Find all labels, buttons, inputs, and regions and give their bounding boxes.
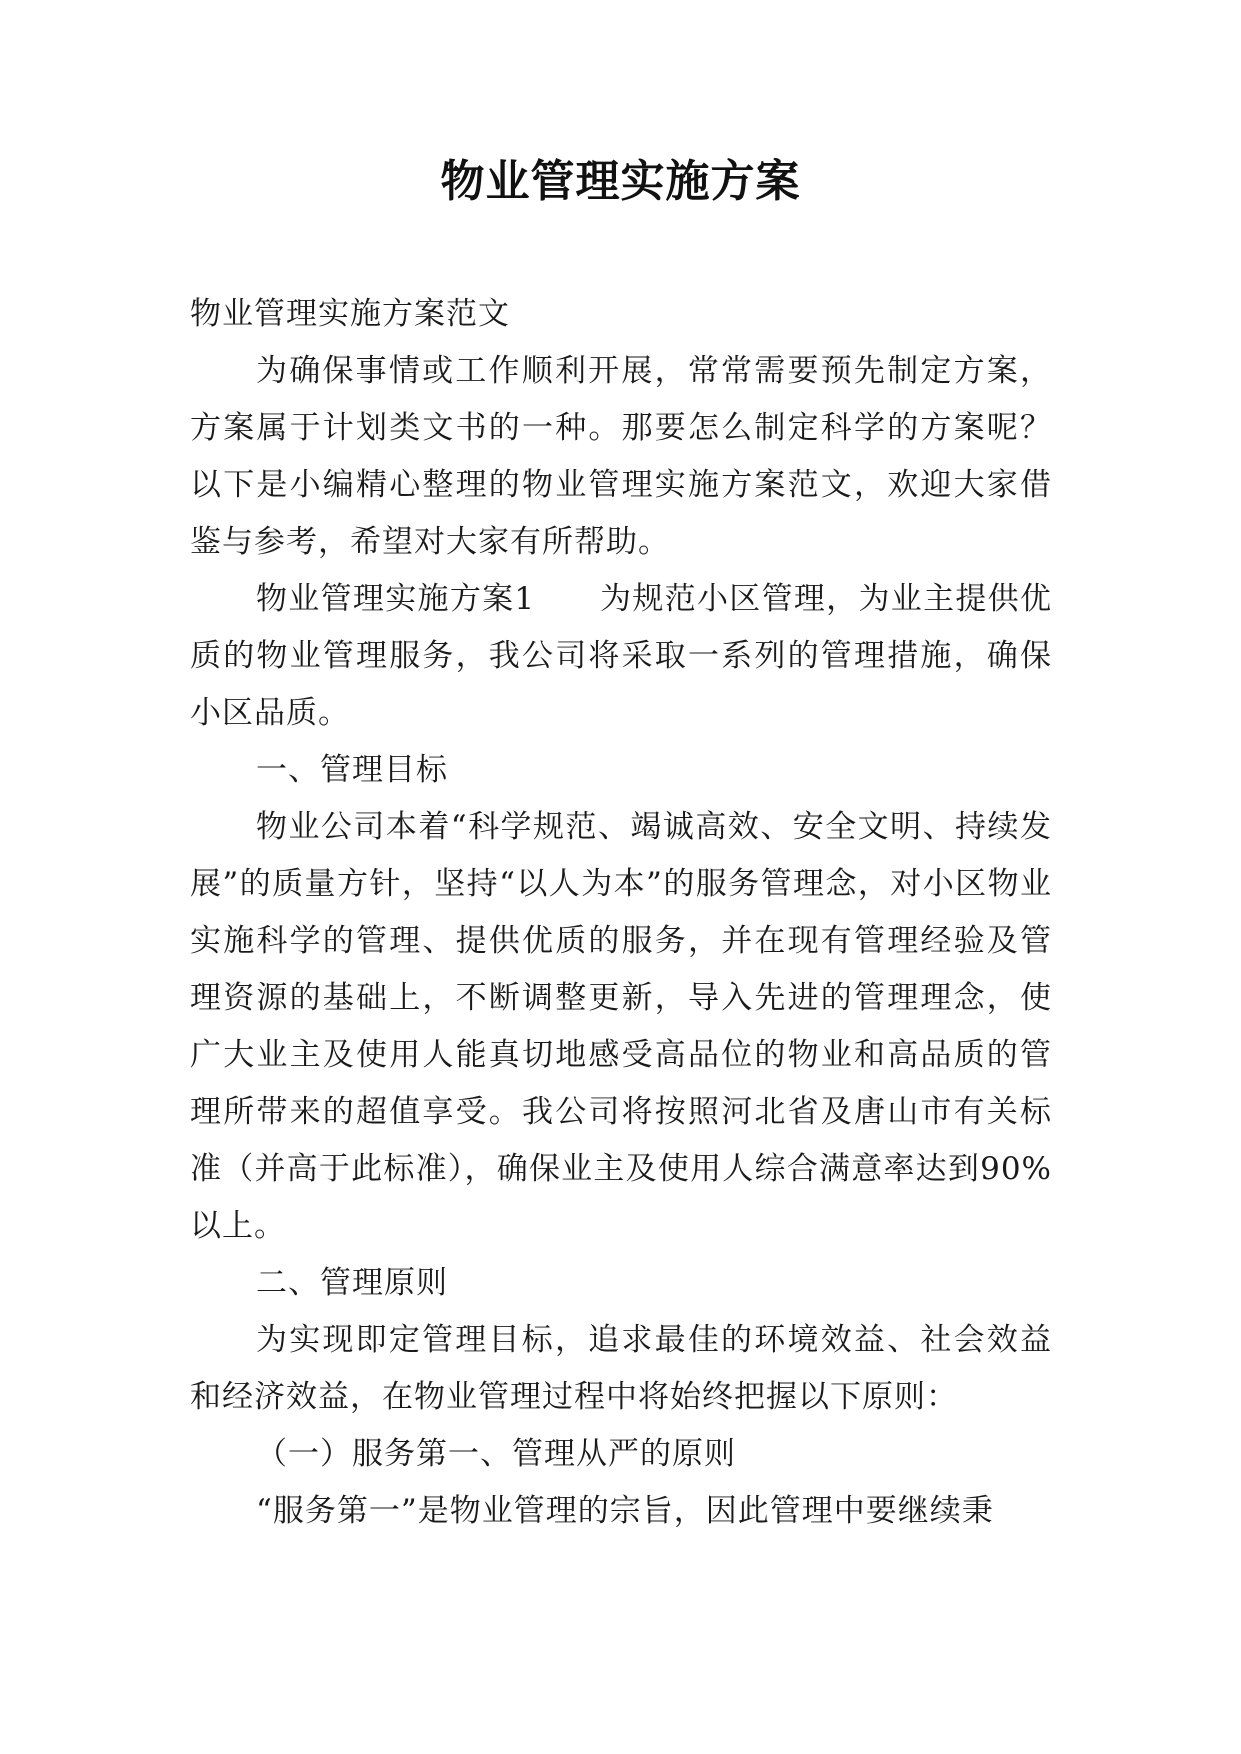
document-title: 物业管理实施方案 (440, 156, 801, 207)
document-body (190, 286, 1052, 1540)
service-paragraph: “服务第一”是物业管理的宗旨，因此管理中要继续秉 (256, 1493, 994, 1529)
section-heading-goals: 一、管理目标 (256, 752, 448, 788)
intro-paragraph: 为确保事情或工作顺利开展，常常需要预先制定方案，方案属于计划类文书的一种。那要怎么制定科学的方案呢？以下是小编精心整理的物业管理实施方案范文，欢迎大家借鉴与参考，希望对大家有所帮助。 (190, 353, 1052, 560)
principles-paragraph: 为实现即定管理目标，追求最佳的环境效益、社会效益和经济效益，在物业管理过程中将始终把握以下原则： (190, 1322, 1052, 1415)
subsection-heading-service: （一）服务第一、管理从严的原则 (256, 1436, 736, 1472)
goals-paragraph: 物业公司本着“科学规范、竭诚高效、安全文明、持续发展”的质量方针，坚持“以人为本”的服务管理念，对小区物业实施科学的管理、提供优质的服务，并在现有管理经验及管理资源的基础上，不断调整更新，导入先进的管理理念，使广大业主及使用人能真切地感受高品位的物业和高品质的管理所带来的超值享受。我公司将按照河北省及唐山市有关标准（并高于此标准），确保业主及使用人综合满意率达到90%以上。 (190, 809, 1052, 1244)
subtitle-paragraph: 物业管理实施方案范文 (190, 296, 510, 332)
section-heading-principles: 二、管理原则 (256, 1265, 448, 1301)
plan-one-paragraph: 物业管理实施方案1 为规范小区管理，为业主提供优质的物业管理服务，我公司将采取一系列的管理措施，确保小区品质。 (190, 581, 1052, 731)
